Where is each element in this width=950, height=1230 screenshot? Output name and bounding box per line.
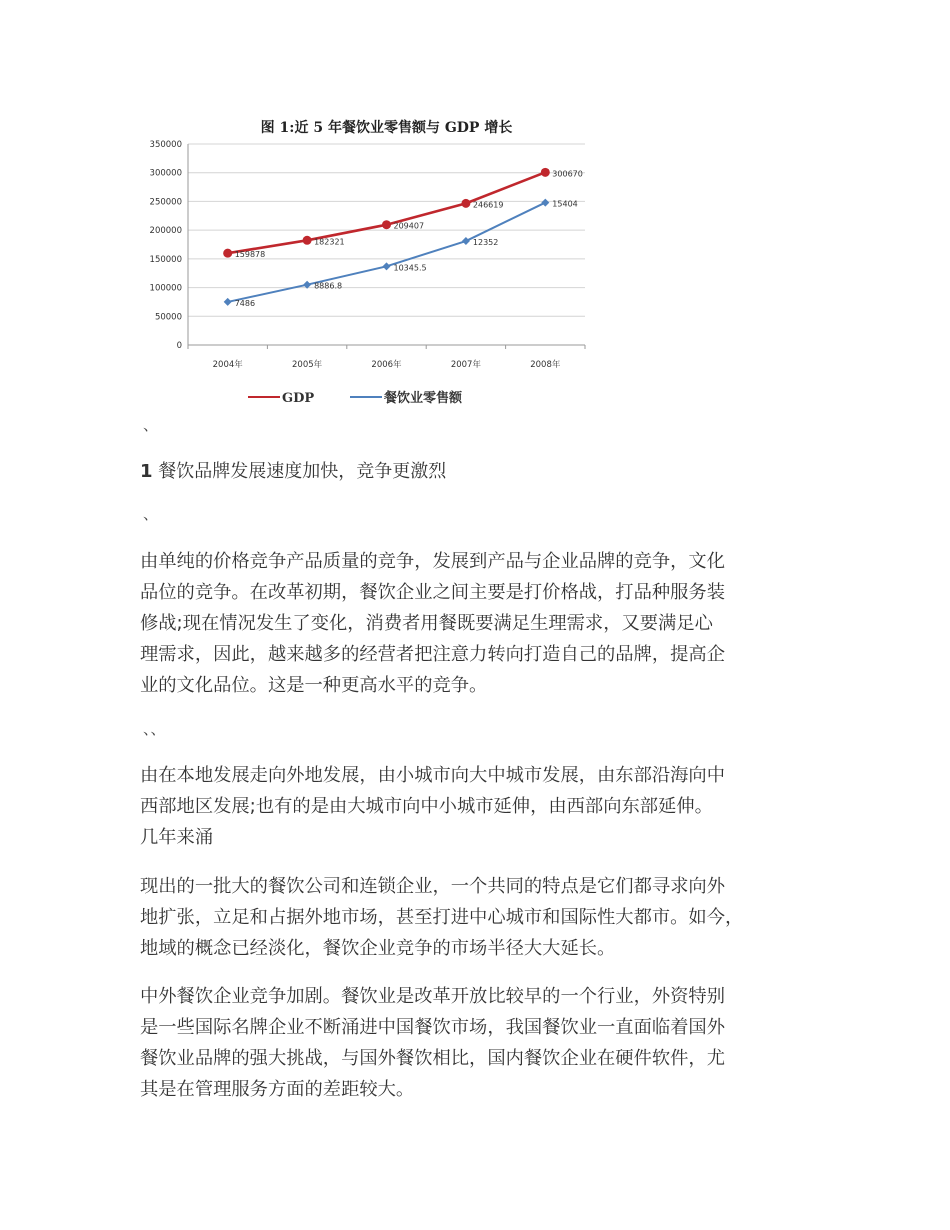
paragraph-line: 业的文化品位。这是一种更高水平的竞争。 <box>140 675 488 696</box>
y-tick-label: 300000 <box>149 168 182 179</box>
x-tick-label: 2006年 <box>371 360 402 370</box>
retail-point <box>462 237 470 245</box>
data-label: 7486 <box>234 298 256 308</box>
retail-point <box>224 298 232 306</box>
y-tick-label: 100000 <box>149 283 182 294</box>
line-chart <box>140 110 600 415</box>
y-tick-label: 200000 <box>149 226 182 237</box>
data-label: 10345.5 <box>393 263 427 273</box>
y-tick-label: 250000 <box>149 197 182 208</box>
paragraph-line: 地域的概念已经淡化，餐饮企业竞争的市场半径大大延长。 <box>140 938 616 959</box>
paragraph-line: 品位的竞争。在改革初期，餐饮企业之间主要是打价格战，打品种服务装 <box>140 582 725 603</box>
y-tick-label: 0 <box>176 341 182 351</box>
paragraph-line: 西部地区发展;也有的是由大城市向中小城市延伸，由西部向东部延伸。 <box>140 796 713 817</box>
paragraph-line: 几年来涌 <box>140 827 214 848</box>
data-label: 300670 <box>552 169 583 179</box>
data-label: 12352 <box>472 238 499 248</box>
data-label: 8886.8 <box>314 281 343 291</box>
data-label: 182321 <box>314 237 345 247</box>
paragraph-line: 现出的一批大的餐饮公司和连锁企业，一个共同的特点是它们都寻求向外 <box>140 876 725 897</box>
paragraph-line: 修战;现在情况发生了变化，消费者用餐既要满足生理需求，又要满足心 <box>140 613 713 634</box>
paragraph-line: 由在本地发展走向外地发展，由小城市向大中城市发展，由东部沿海向中 <box>140 765 725 786</box>
gdp-point <box>382 220 391 229</box>
y-tick-label: 150000 <box>149 254 182 265</box>
paragraph-line: 是一些国际名牌企业不断涌进中国餐饮市场，我国餐饮业一直面临着国外 <box>140 1017 725 1038</box>
x-tick-label: 2008年 <box>530 360 561 370</box>
paragraph-line: 中外餐饮企业竞争加剧。餐饮业是改革开放比较早的一个行业，外资特别 <box>140 986 725 1007</box>
x-tick-label: 2007年 <box>450 360 481 370</box>
retail-point <box>383 262 391 270</box>
data-label: 209407 <box>393 221 425 231</box>
paragraph-2 <box>140 760 840 853</box>
data-label: 246619 <box>472 200 504 210</box>
section-heading-text: 餐饮品牌发展速度加快，竞争更激烈 <box>158 461 447 482</box>
data-label: 159878 <box>234 250 266 260</box>
retail-point <box>541 199 549 207</box>
gdp-point <box>541 168 550 177</box>
paragraph-4 <box>140 981 840 1105</box>
legend-label: GDP <box>282 391 315 406</box>
series-line-2 <box>228 203 546 302</box>
mark-3: 、、 <box>143 720 166 738</box>
y-tick-label: 50000 <box>154 312 182 323</box>
paragraph-line: 理需求，因此，越来越多的经营者把注意力转向打造自己的品牌，提高企 <box>140 644 725 665</box>
gdp-point <box>303 236 312 245</box>
paragraph-line: 由单纯的价格竞争产品质量的竞争，发展到产品与企业品牌的竞争，文化 <box>140 551 725 572</box>
paragraph-1 <box>140 546 840 701</box>
paragraph-line: 餐饮业品牌的强大挑战，与国外餐饮相比，国内餐饮企业在硬件软件，尤 <box>140 1048 725 1069</box>
chart-figure <box>140 110 600 415</box>
section-number: 1 <box>140 461 153 482</box>
gdp-point <box>223 249 232 258</box>
mark-1: 、 <box>143 416 159 434</box>
paragraph-3 <box>140 871 840 964</box>
mark-2: 、 <box>143 505 159 523</box>
gdp-point <box>461 199 470 208</box>
chart-title: 图 1:近 5 年餐饮业零售额与 GDP 增长 <box>260 120 513 136</box>
section-heading <box>140 459 446 485</box>
x-tick-label: 2004年 <box>212 360 243 370</box>
x-tick-label: 2005年 <box>292 360 323 370</box>
paragraph-line: 地扩张，立足和占据外地市场，甚至打进中心城市和国际性大都市。如今， <box>140 907 744 928</box>
paragraph-line: 其是在管理服务方面的差距较大。 <box>140 1079 415 1100</box>
data-label: 15404 <box>552 199 578 209</box>
legend-label: 餐饮业零售额 <box>384 391 463 406</box>
y-tick-label: 350000 <box>149 140 182 150</box>
